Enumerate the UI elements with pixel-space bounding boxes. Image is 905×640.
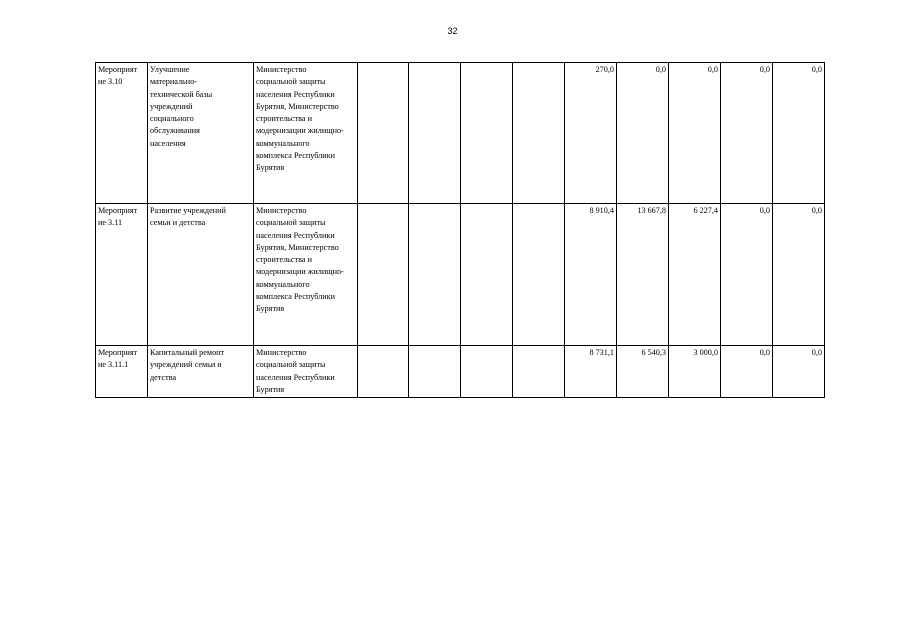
empty-cell [358, 63, 409, 204]
executor-cell: Министерство социальной защиты населения Республики Бурятия, Министерство строительства и модернизации жилищно- коммунального комплекса Республики Бурятия [254, 204, 358, 346]
value-cell: 0,0 [773, 63, 825, 204]
value-cell: 0,0 [617, 63, 669, 204]
empty-cell [461, 63, 513, 204]
table-row [96, 63, 825, 204]
value-cell: 8 731,1 [565, 346, 617, 398]
value-cell: 0,0 [721, 346, 773, 398]
program-activities-table [95, 62, 825, 398]
value-cell: 8 910,4 [565, 204, 617, 346]
value-cell: 13 667,8 [617, 204, 669, 346]
empty-cell [358, 204, 409, 346]
activity-code-cell: Мероприят ие 3.10 [96, 63, 148, 204]
value-cell: 0,0 [773, 346, 825, 398]
value-cell: 270,0 [565, 63, 617, 204]
value-cell: 6 540,3 [617, 346, 669, 398]
executor-cell: Министерство социальной защиты населения Республики Бурятия, Министерство строительства и модернизации жилищно- коммунального комплекса Республики Бурятия [254, 63, 358, 204]
value-cell: 0,0 [773, 204, 825, 346]
value-cell: 6 227,4 [669, 204, 721, 346]
value-cell: 0,0 [721, 204, 773, 346]
empty-cell [513, 346, 565, 398]
activity-name-cell: Капитальный ремонт учреждений семьи и детства [148, 346, 254, 398]
activity-name-cell: Улучшение материально- технической базы учреждений социального обслуживания населения [148, 63, 254, 204]
activity-name-cell: Развитие учреждений семьи и детства [148, 204, 254, 346]
executor-cell: Министерство социальной защиты населения Республики Бурятия [254, 346, 358, 398]
table-row [96, 204, 825, 346]
empty-cell [409, 63, 461, 204]
value-cell: 0,0 [669, 63, 721, 204]
empty-cell [461, 346, 513, 398]
empty-cell [513, 63, 565, 204]
empty-cell [513, 204, 565, 346]
value-cell: 0,0 [721, 63, 773, 204]
page-number: 32 [447, 26, 458, 36]
table-row [96, 346, 825, 398]
activity-code-cell: Мероприят ие 3.11 [96, 204, 148, 346]
activity-code-cell: Мероприят ие 3.11.1 [96, 346, 148, 398]
value-cell: 3 000,0 [669, 346, 721, 398]
empty-cell [461, 204, 513, 346]
empty-cell [358, 346, 409, 398]
empty-cell [409, 204, 461, 346]
empty-cell [409, 346, 461, 398]
